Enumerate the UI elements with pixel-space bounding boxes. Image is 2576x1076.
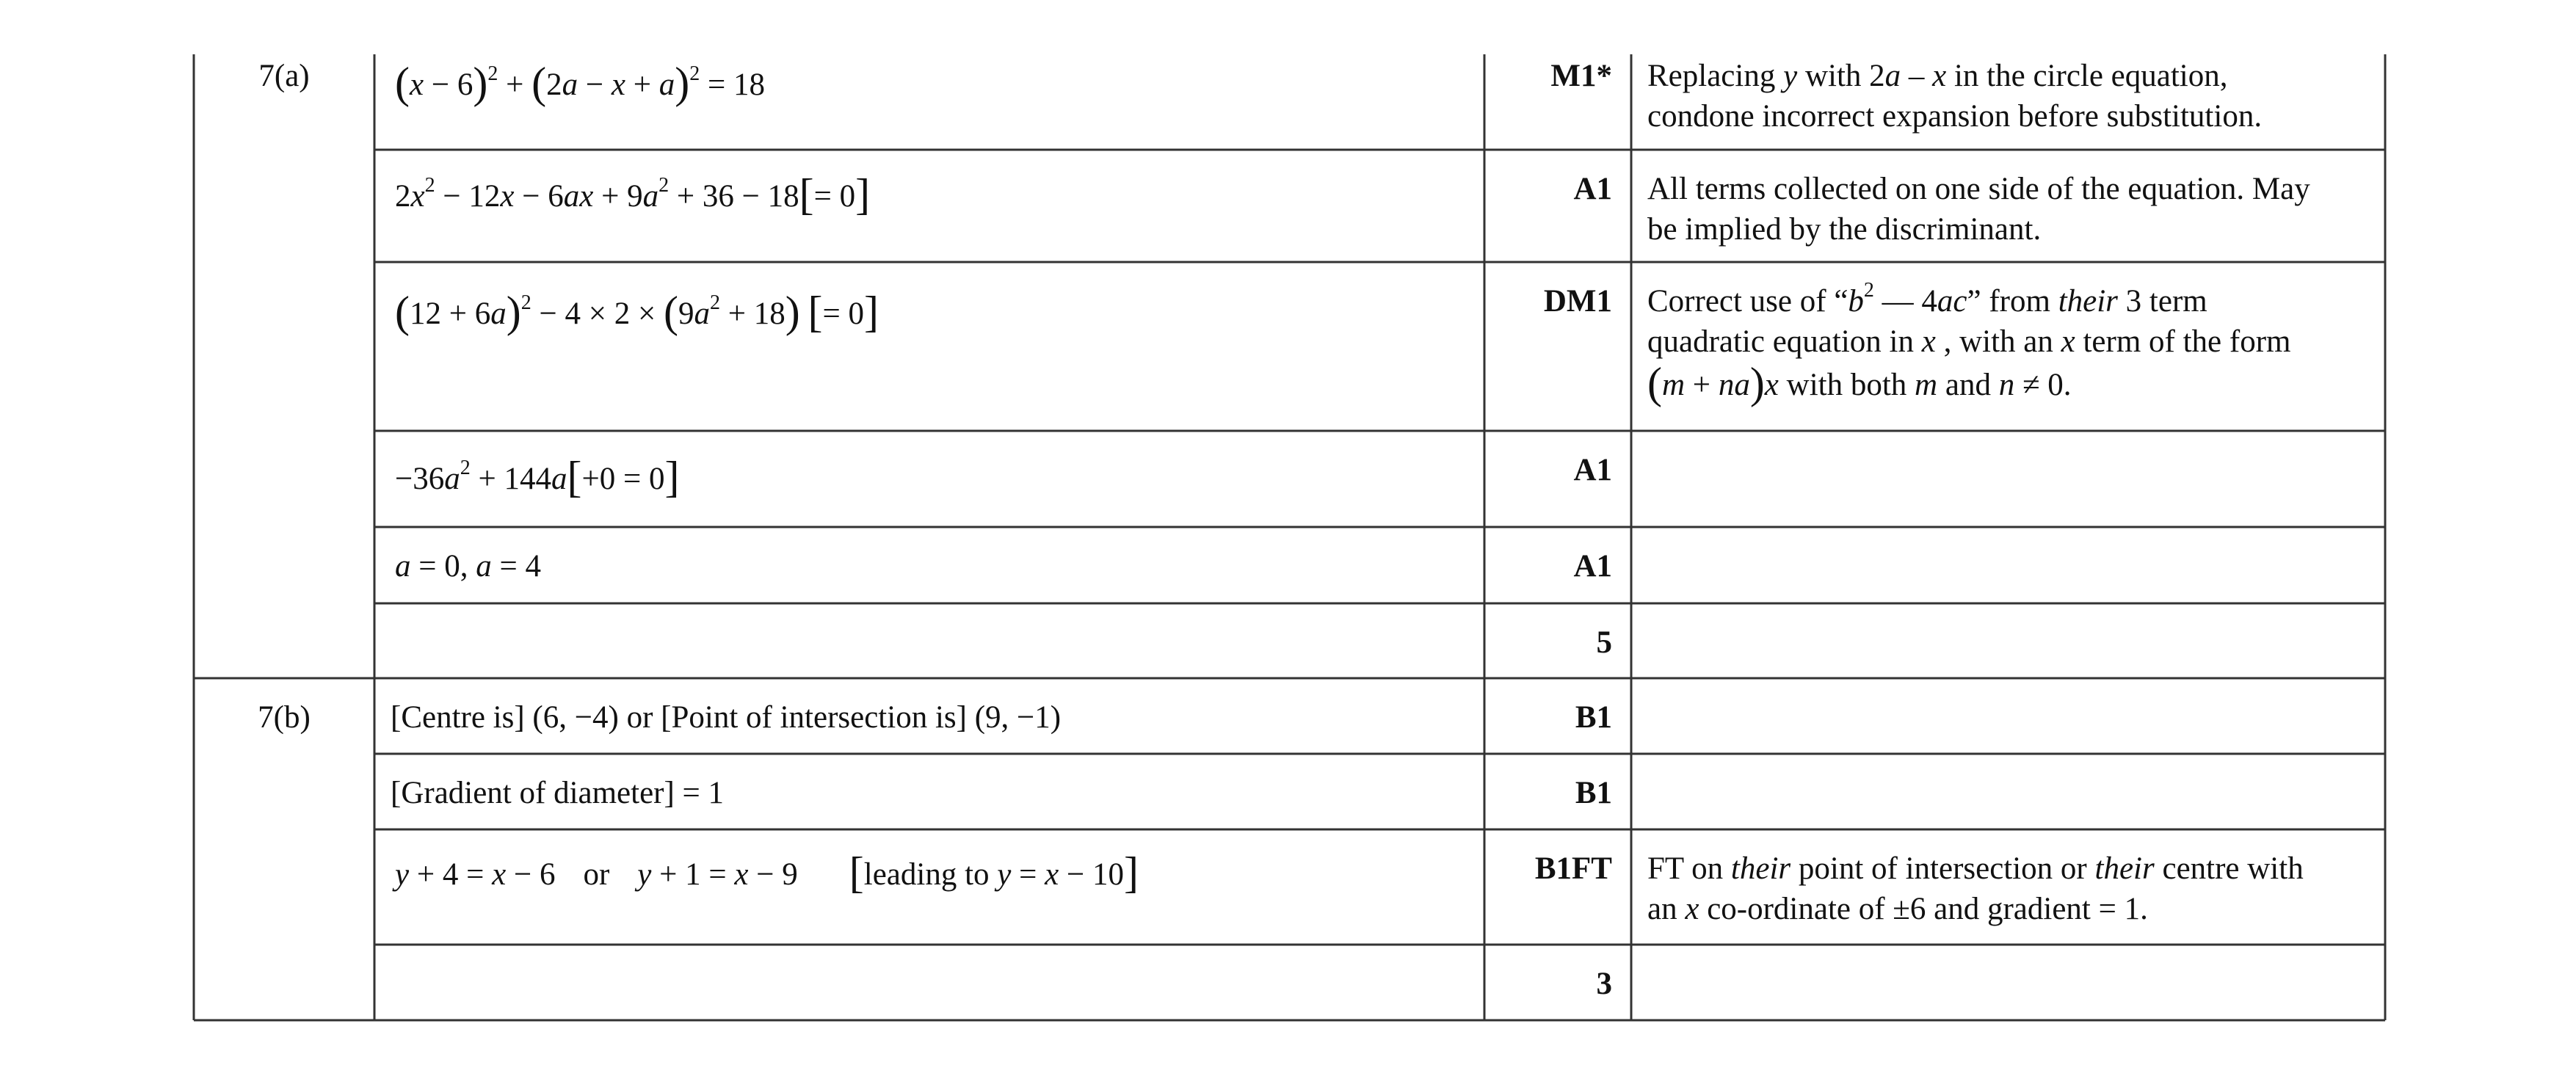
working-expression: a = 0, a = 4	[395, 549, 542, 584]
total-mark-cell: 3	[1596, 967, 1612, 1001]
working-cell	[374, 546, 1484, 586]
working-cell	[374, 59, 1484, 107]
guidance-line: quadratic equation in x , with an x term of the form	[1647, 324, 2291, 359]
working-expression: $2x^2 - 12x - 6ax + 9a^2 + 36 - 18[= 0]$	[395, 170, 871, 219]
guidance-cell	[1631, 848, 2385, 929]
working-expression: y + 4 = x − 6 or y + 1 = x − 9 [leading to y = x − 10]	[395, 848, 1139, 897]
working-expression: $(x - 6)^2 + (2a - x + a)^2 = 18$	[395, 59, 765, 107]
working-cell	[374, 453, 1484, 501]
guidance-line: (m + na)x with both m and n ≠ 0.	[1647, 359, 2072, 407]
guidance-line: Correct use of “$b^2$ — 4ac” from their 3 term	[1647, 279, 2207, 319]
guidance-line: an x co-ordinate of ±6 and gradient = 1.	[1647, 892, 2148, 926]
working-cell: [Gradient of diameter] = 1	[391, 776, 725, 810]
mark-cell: M1*	[1550, 59, 1612, 93]
working-cell: [Centre is] (6, −4) or [Point of intersection is] (9, −1)	[391, 700, 1062, 735]
mark-cell: A1	[1573, 549, 1612, 584]
working-cell	[374, 288, 1484, 336]
working-expression: $-36a^2 + 144a[+0 = 0]$	[395, 453, 680, 501]
guidance-cell	[1631, 281, 2385, 405]
mark-cell: B1	[1575, 700, 1612, 735]
guidance-cell	[1631, 169, 2385, 250]
mark-cell: B1	[1575, 776, 1612, 810]
guidance-line: FT on their point of intersection or their centre with	[1647, 851, 2304, 886]
guidance-cell	[1631, 56, 2385, 137]
working-expression: $(12 + 6a)^2 - 4 \times 2 \times (9a^2 + 18)$ [= 0]	[395, 288, 879, 336]
mark-cell: B1FT	[1534, 851, 1612, 886]
working-cell	[374, 848, 1484, 897]
total-mark-cell: 5	[1596, 625, 1612, 660]
guidance-line: Replacing y with 2a – x in the circle equation,	[1647, 59, 2228, 93]
mark-cell: A1	[1573, 453, 1612, 487]
mark-cell: DM1	[1543, 284, 1612, 319]
question-label: 7(a)	[258, 59, 310, 93]
working-cell	[374, 170, 1484, 219]
question-label: 7(b)	[258, 700, 311, 735]
mark-cell: A1	[1573, 172, 1612, 206]
guidance-line: condone incorrect expansion before substitution.	[1647, 99, 2263, 134]
guidance-line: All terms collected on one side of the equation. May	[1647, 172, 2310, 206]
guidance-line: be implied by the discriminant.	[1647, 212, 2042, 247]
